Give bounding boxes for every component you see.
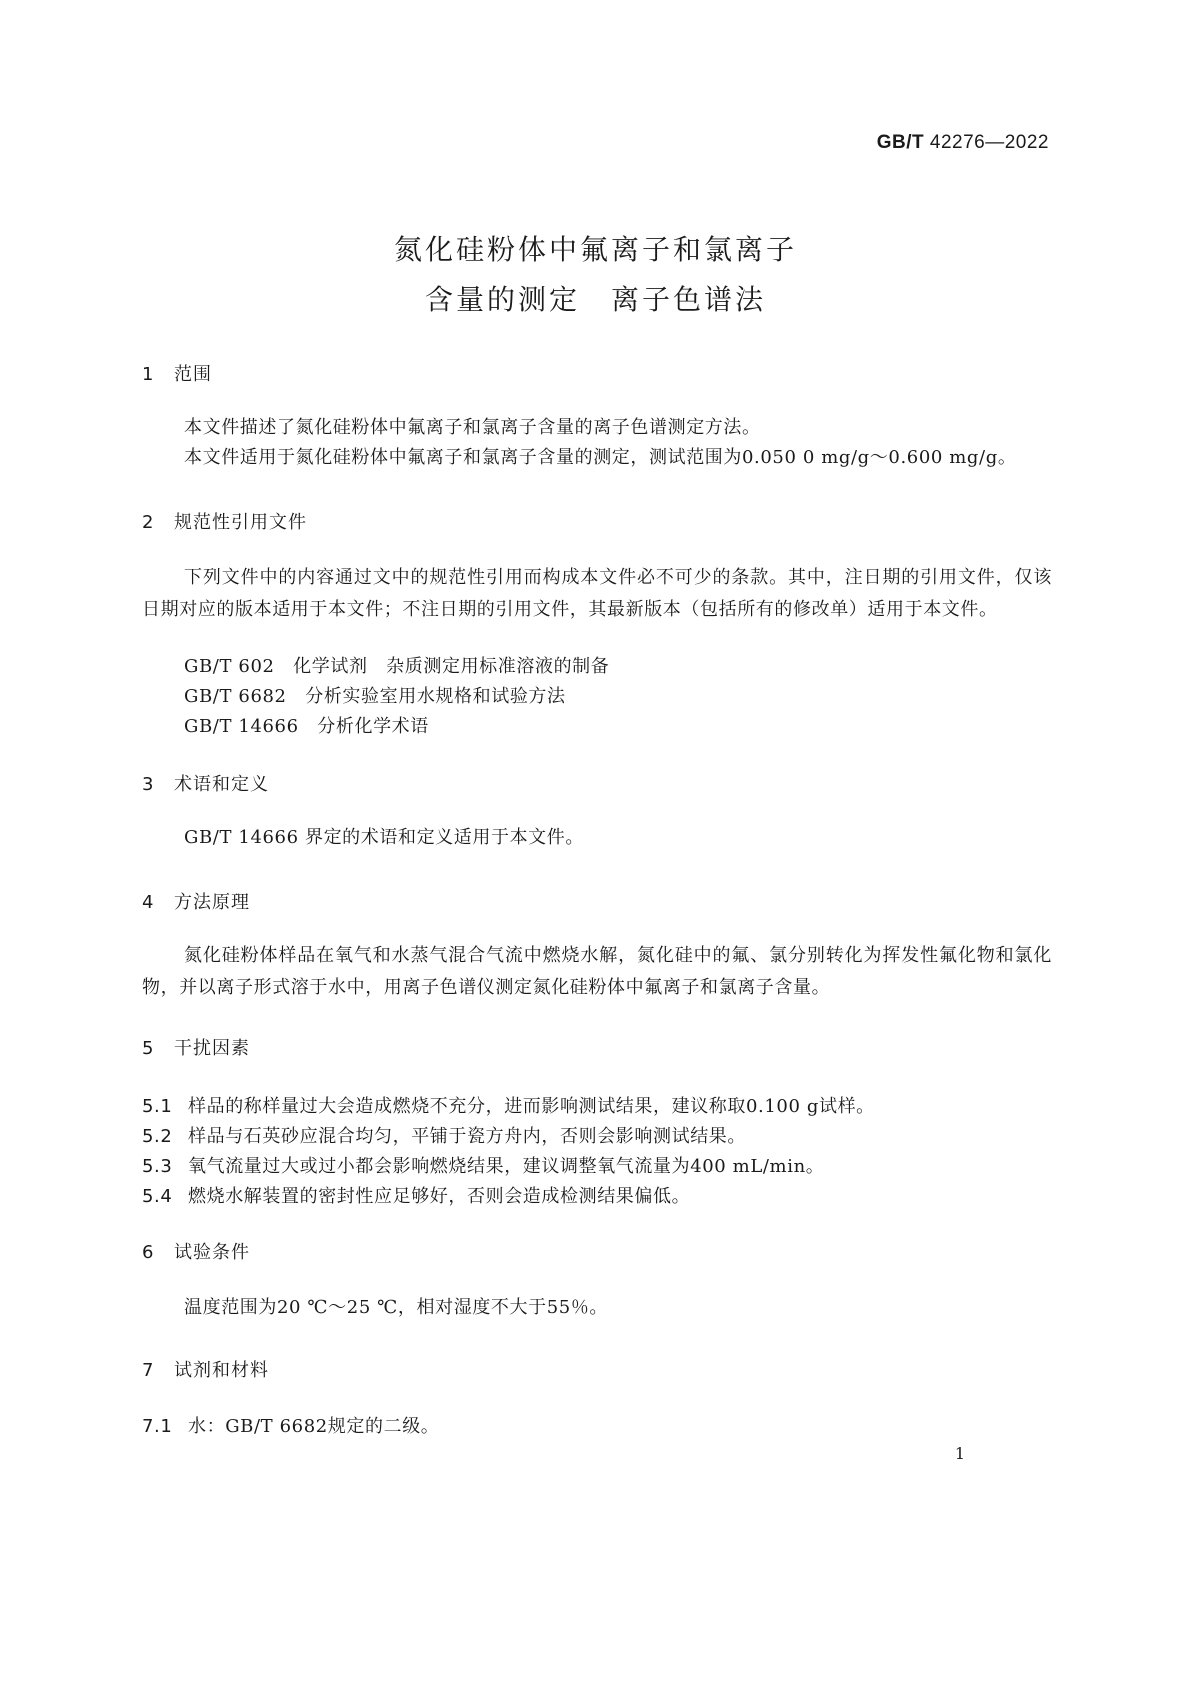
section-heading-interference [142, 1034, 250, 1060]
section-title: 方法原理 [174, 892, 250, 913]
clause-text: 样品与石英砂应混合均匀，平铺于瓷方舟内，否则会影响测试结果。 [188, 1126, 746, 1147]
test-conditions-paragraph: 温度范围为20 ℃～25 ℃，相对湿度不大于55％。 [184, 1297, 609, 1318]
clause-text: 氧气流量过大或过小都会影响燃烧结果，建议调整氧气流量为400 mL/min。 [188, 1156, 825, 1177]
clause-text: 水：GB/T 6682规定的二级。 [188, 1416, 440, 1437]
reference-item [184, 712, 429, 738]
section-number: 6 [142, 1242, 155, 1263]
section-heading-normative-references [142, 508, 307, 534]
section-heading-test-conditions [142, 1238, 250, 1264]
section-heading-scope [142, 360, 212, 386]
section-heading-terms [142, 770, 269, 796]
terms-paragraph: GB/T 14666 界定的术语和定义适用于本文件。 [184, 827, 584, 848]
section-title: 规范性引用文件 [174, 512, 307, 533]
section-title: 试验条件 [174, 1242, 250, 1263]
standard-prefix: GB/T [876, 132, 925, 153]
clause-number: 5.3 [142, 1156, 173, 1177]
references-paragraph: 下列文件中的内容通过文中的规范性引用而构成本文件必不可少的条款。其中，注日期的引用文件，仅该日期对应的版本适用于本文件；不注日期的引用文件，其最新版本（包括所有的修改单）适用于本文件。 [142, 567, 1052, 620]
standard-number [877, 132, 1049, 154]
clause-item [142, 1122, 746, 1148]
reference-name: 分析化学术语 [317, 716, 429, 737]
clause-text: 燃烧水解装置的密封性应足够好，否则会造成检测结果偏低。 [188, 1186, 691, 1207]
reference-code: GB/T 602 [184, 656, 275, 677]
scope-paragraph-2: 本文件适用于氮化硅粉体中氟离子和氯离子含量的测定，测试范围为0.050 0 mg/g～0.600 mg/g。 [184, 447, 1017, 468]
reference-code: GB/T 14666 [184, 716, 299, 737]
clause-item [142, 1182, 690, 1208]
reference-name: 分析实验室用水规格和试验方法 [305, 686, 566, 707]
reference-item [184, 652, 609, 678]
clause-number: 5.4 [142, 1186, 173, 1207]
section-title: 范围 [174, 364, 212, 385]
document-title-line1: 氮化硅粉体中氟离子和氯离子 [393, 233, 797, 266]
scope-paragraph-1: 本文件描述了氮化硅粉体中氟离子和氯离子含量的离子色谱测定方法。 [184, 417, 761, 438]
clause-item [142, 1092, 875, 1118]
page-number: 1 [954, 1444, 965, 1463]
clause-number: 5.2 [142, 1126, 173, 1147]
clause-item [142, 1152, 824, 1178]
section-number: 1 [142, 364, 155, 385]
section-heading-principle [142, 888, 250, 914]
reference-name: 化学试剂 杂质测定用标准溶液的制备 [293, 656, 610, 677]
clause-item [142, 1412, 439, 1438]
clause-number: 7.1 [142, 1416, 173, 1437]
section-number: 3 [142, 774, 155, 795]
document-title-line2: 含量的测定 离子色谱法 [424, 283, 766, 316]
section-number: 2 [142, 512, 155, 533]
section-number: 4 [142, 892, 155, 913]
clause-text: 样品的称样量过大会造成燃烧不充分，进而影响测试结果，建议称取0.100 g试样。 [188, 1096, 875, 1117]
section-title: 术语和定义 [174, 774, 269, 795]
section-title: 试剂和材料 [174, 1360, 269, 1381]
section-number: 5 [142, 1038, 155, 1059]
principle-paragraph: 氮化硅粉体样品在氧气和水蒸气混合气流中燃烧水解，氮化硅中的氟、氯分别转化为挥发性氟化物和氯化物，并以离子形式溶于水中，用离子色谱仪测定氮化硅粉体中氟离子和氯离子含量。 [142, 945, 1052, 998]
clause-number: 5.1 [142, 1096, 173, 1117]
reference-item [184, 682, 566, 708]
standard-code: 42276—2022 [929, 132, 1049, 153]
section-title: 干扰因素 [174, 1038, 250, 1059]
reference-code: GB/T 6682 [184, 686, 287, 707]
section-number: 7 [142, 1360, 155, 1381]
section-heading-reagents [142, 1356, 269, 1382]
